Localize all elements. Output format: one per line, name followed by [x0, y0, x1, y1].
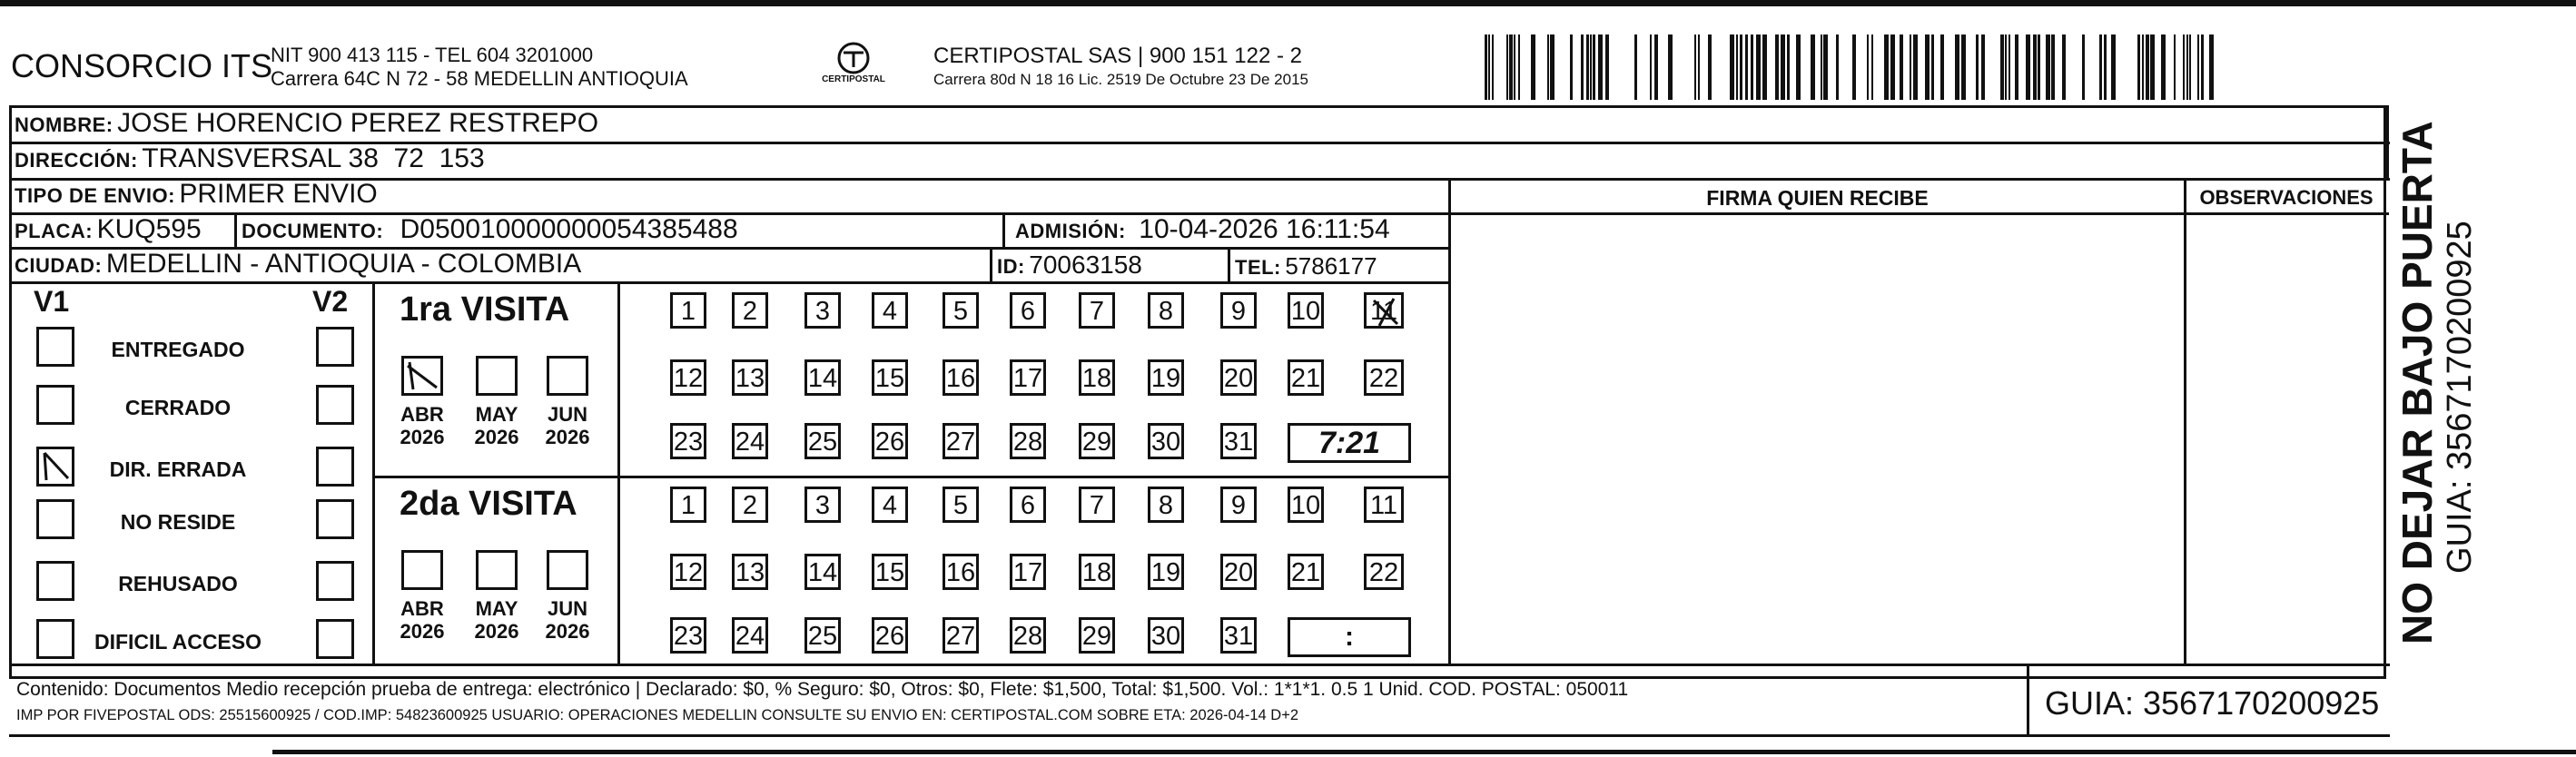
visit-day-box[interactable]: 8	[1148, 487, 1184, 523]
barcode-bar	[1506, 34, 1508, 100]
visit-day-box[interactable]: 26	[872, 423, 908, 459]
visit-day-box[interactable]: 23	[670, 617, 706, 654]
firma-header: FIRMA QUIEN RECIBE	[1706, 186, 1929, 210]
admision-label: ADMISIÓN:	[1015, 220, 1126, 242]
visit-day-box[interactable]: 18	[1079, 554, 1115, 590]
visit-day-box[interactable]: 11	[1364, 487, 1404, 523]
visit-day-box[interactable]: 28	[1010, 617, 1046, 654]
barcode-bar	[1736, 34, 1738, 100]
barcode-bar	[1900, 34, 1903, 100]
month-year: 2026	[400, 620, 445, 644]
visit-day-box[interactable]: 25	[804, 617, 841, 654]
visit-day-box[interactable]: 11	[1364, 292, 1404, 329]
barcode-bar	[1509, 34, 1513, 100]
barcode-bar	[1811, 34, 1815, 100]
status-v1-checkbox[interactable]	[36, 447, 74, 487]
check-mark-icon	[1367, 295, 1403, 329]
vertical-guia: GUIA: 3567170200925	[2441, 221, 2479, 574]
barcode-bar	[2015, 34, 2018, 100]
certipostal-logo-icon	[813, 40, 894, 94]
barcode-bar	[1931, 34, 1934, 100]
visit-day-box[interactable]: 21	[1288, 554, 1324, 590]
barcode-bar	[1590, 34, 1592, 100]
barcode-bar	[1650, 34, 1652, 100]
barcode-bar	[1570, 34, 1573, 100]
certipostal-info-line2: Carrera 80d N 18 16 Lic. 2519 De Octubre 23 De 2015	[933, 71, 1308, 88]
barcode-bar	[1836, 34, 1839, 100]
visit-month-checkbox[interactable]	[476, 550, 518, 590]
v2-header: V2	[312, 285, 349, 318]
barcode-bar	[2082, 34, 2085, 100]
status-v2-checkbox[interactable]	[316, 447, 354, 487]
ciudad-value: MEDELLIN - ANTIOQUIA - COLOMBIA	[105, 249, 582, 279]
visit-day-box[interactable]: 3	[804, 292, 841, 329]
visit-divider	[372, 476, 1448, 478]
certipostal-info-line1: CERTIPOSTAL SAS | 900 151 122 - 2	[933, 44, 1302, 68]
barcode-bar	[1514, 34, 1515, 100]
month-name: MAY	[475, 403, 518, 426]
no-dejar-bajo-puerta: NO DEJAR BAJO PUERTA	[2393, 121, 2441, 644]
month-year: 2026	[545, 426, 590, 449]
status-v2-checkbox[interactable]	[316, 561, 354, 601]
status-label: REHUSADO	[118, 572, 238, 595]
barcode-bar	[1518, 34, 1520, 100]
visit-month-divider	[617, 281, 620, 664]
visit-day-box[interactable]: 16	[943, 359, 979, 396]
barcode-bar	[2189, 34, 2191, 100]
status-label: CERRADO	[124, 396, 232, 419]
barcode-bar	[1884, 34, 1889, 100]
visit-day-box[interactable]: 16	[943, 554, 979, 590]
status-label: ENTREGADO	[111, 338, 245, 361]
barcode-bar	[1485, 34, 1487, 100]
footer-line1: Contenido: Documentos Medio recepción prueba de entrega: electrónico | Declarado: $0, % Seguro: $0, Otros: $0, Flete: $1,500, Total: $1,500. Vol.: 1*1*1. 0.5 1 Unid. COD. POSTAL: 050011	[16, 679, 1629, 700]
barcode-bar	[1867, 34, 1869, 100]
barcode-bar	[1910, 34, 1911, 100]
visit-day-box[interactable]: 26	[872, 617, 908, 654]
barcode-bar	[1581, 34, 1584, 100]
visit-time-field[interactable]: 7:21	[1288, 423, 1411, 463]
visit-day-box[interactable]: 17	[1010, 554, 1046, 590]
status-v1-checkbox[interactable]	[36, 561, 74, 601]
visit-day-box[interactable]: 7	[1079, 487, 1115, 523]
barcode-bar	[1694, 34, 1696, 100]
visit-day-box[interactable]: 8	[1148, 292, 1184, 329]
documento-row	[242, 216, 738, 243]
bottom-border	[272, 750, 2576, 754]
visit-day-box[interactable]: 17	[1010, 359, 1046, 396]
visit-day-box[interactable]: 13	[732, 359, 768, 396]
nombre-value: JOSE HORENCIO PEREZ RESTREPO	[117, 108, 599, 138]
barcode-bar	[1751, 34, 1753, 100]
visit-time-field[interactable]: :	[1288, 617, 1411, 657]
visit-day-box[interactable]: 19	[1148, 554, 1184, 590]
visit-day-box[interactable]: 20	[1220, 359, 1257, 396]
barcode-bar	[2026, 34, 2030, 100]
barcode	[1485, 34, 2211, 100]
visit-day-box[interactable]: 19	[1148, 359, 1184, 396]
month-name: MAY	[475, 597, 518, 620]
month-year: 2026	[400, 426, 445, 449]
visit-day-box[interactable]: 1	[670, 292, 706, 329]
barcode-bar	[2183, 34, 2185, 100]
company-info-line1: NIT 900 413 115 - TEL 604 3201000	[271, 44, 594, 66]
barcode-bar	[2051, 34, 2055, 100]
barcode-bar	[1821, 34, 1822, 100]
company-name: CONSORCIO ITS	[11, 47, 273, 84]
barcode-bar	[2033, 34, 2037, 100]
visit-day-box[interactable]: 24	[732, 617, 768, 654]
barcode-bar	[1756, 34, 1761, 100]
visit-day-box[interactable]: 10	[1288, 487, 1324, 523]
barcode-bar	[1550, 34, 1554, 100]
visit-day-box[interactable]: 4	[872, 487, 908, 523]
barcode-bar	[1913, 34, 1918, 100]
visit-day-box[interactable]: 2	[732, 292, 768, 329]
visit-day-box[interactable]: 21	[1288, 359, 1324, 396]
nombre-label: NOMBRE:	[15, 113, 114, 136]
check-mark-icon	[404, 359, 440, 393]
barcode-bar	[1961, 34, 1966, 100]
barcode-bar	[1852, 34, 1856, 100]
status-v1-checkbox[interactable]	[36, 619, 74, 659]
visit-day-box[interactable]: 22	[1364, 359, 1404, 396]
barcode-bar	[1668, 34, 1673, 100]
visit-month-label	[395, 403, 449, 449]
visit-day-box[interactable]: 27	[943, 617, 979, 654]
barcode-bar	[2104, 34, 2107, 100]
barcode-bar	[1871, 34, 1873, 100]
visit-day-box[interactable]: 13	[732, 554, 768, 590]
visit-day-box[interactable]: 5	[943, 487, 979, 523]
footer-top-line	[9, 664, 2390, 666]
barcode-bar	[1492, 34, 1494, 100]
status-divider	[372, 281, 375, 664]
status-v1-checkbox[interactable]	[36, 327, 74, 367]
placa-divider	[234, 212, 237, 247]
barcode-bar	[2008, 34, 2010, 100]
visit-day-box[interactable]: 24	[732, 423, 768, 459]
barcode-bar	[1586, 34, 1589, 100]
barcode-bar	[2201, 34, 2204, 100]
placa-value: KUQ595	[96, 214, 202, 244]
barcode-bar	[1955, 34, 1959, 100]
barcode-bar	[2038, 34, 2040, 100]
visit-day-box[interactable]: 14	[804, 554, 841, 590]
id-divider	[990, 247, 992, 281]
visit-month-label	[395, 597, 449, 644]
status-v2-checkbox[interactable]	[316, 499, 354, 539]
observaciones-area[interactable]	[2186, 215, 2386, 664]
barcode-bar	[2062, 34, 2066, 100]
barcode-bar	[2005, 34, 2007, 100]
month-name: JUN	[547, 597, 587, 620]
visit-day-box[interactable]: 2	[732, 487, 768, 523]
v1-header: V1	[34, 285, 70, 318]
row-line	[9, 281, 1448, 284]
admision-divider	[1002, 212, 1005, 247]
barcode-bar	[1940, 34, 1944, 100]
tel-value: 5786177	[1285, 252, 1377, 280]
visit-title: 2da VISITA	[400, 485, 577, 523]
top-border	[0, 0, 2576, 6]
status-v2-checkbox[interactable]	[316, 619, 354, 659]
visit-day-box[interactable]: 25	[804, 423, 841, 459]
visit-day-box[interactable]: 28	[1010, 423, 1046, 459]
ciudad-row	[15, 251, 581, 278]
ciudad-label: CIUDAD:	[15, 254, 103, 277]
visit-day-box[interactable]: 9	[1220, 487, 1257, 523]
visit-day-box[interactable]: 6	[1010, 487, 1046, 523]
footer-bottom-line	[9, 734, 2390, 737]
visit-day-box[interactable]: 23	[670, 423, 706, 459]
barcode-bar	[1547, 34, 1549, 100]
barcode-bar	[1488, 34, 1490, 100]
visit-day-box[interactable]: 29	[1079, 423, 1115, 459]
month-name: JUN	[547, 403, 587, 426]
barcode-bar	[1745, 34, 1748, 100]
visit-day-box[interactable]: 30	[1148, 423, 1184, 459]
barcode-bar	[1823, 34, 1828, 100]
id-row	[997, 252, 1142, 278]
status-label: DIFICIL ACCESO	[94, 630, 262, 654]
footer-guia-divider	[2027, 664, 2029, 737]
barcode-bar	[1762, 34, 1767, 100]
firma-area[interactable]	[1451, 215, 2184, 664]
barcode-bar	[2146, 34, 2149, 100]
barcode-bar	[1781, 34, 1785, 100]
observaciones-header: OBSERVACIONES	[2199, 186, 2374, 209]
documento-label: DOCUMENTO:	[242, 220, 384, 242]
visit-day-box[interactable]: 4	[872, 292, 908, 329]
visit-day-box[interactable]: 1	[670, 487, 706, 523]
barcode-bar	[2197, 34, 2199, 100]
tel-row	[1235, 254, 1377, 278]
barcode-bar	[1976, 34, 1979, 100]
visit-day-box[interactable]: 6	[1010, 292, 1046, 329]
visit-month-label	[540, 403, 595, 449]
barcode-bar	[2046, 34, 2050, 100]
barcode-bar	[2186, 34, 2188, 100]
visit-day-box[interactable]: 20	[1220, 554, 1257, 590]
visit-day-box[interactable]: 30	[1148, 617, 1184, 654]
tel-label: TEL:	[1235, 256, 1281, 279]
month-year: 2026	[545, 620, 590, 644]
month-name: ABR	[400, 403, 444, 426]
barcode-bar	[2099, 34, 2102, 100]
tipo-value: PRIMER ENVIO	[179, 179, 378, 209]
check-mark-icon	[39, 449, 72, 484]
documento-value: D050010000000054385488	[400, 214, 738, 244]
admision-value: 10-04-2026 16:11:54	[1139, 214, 1390, 244]
direccion-label: DIRECCIÓN:	[15, 149, 138, 172]
visit-month-checkbox[interactable]	[547, 550, 588, 590]
visit-day-box[interactable]: 10	[1288, 292, 1324, 329]
barcode-bar	[1925, 34, 1930, 100]
barcode-bar	[1981, 34, 1985, 100]
footer-line2: IMP POR FIVEPOSTAL ODS: 25515600925 / COD.IMP: 54823600925 USUARIO: OPERACIONES MEDELLIN CONSULTE SU ENVIO EN: CERTIPOSTAL.COM SOBRE ETA: 2026-04-14 D+2	[16, 707, 1299, 723]
visit-day-box[interactable]: 31	[1220, 423, 1257, 459]
visit-day-box[interactable]: 12	[670, 359, 706, 396]
month-year: 2026	[474, 426, 519, 449]
status-v1-checkbox[interactable]	[36, 499, 74, 539]
barcode-bar	[2142, 34, 2144, 100]
visit-month-label	[540, 597, 595, 644]
tipo-row	[15, 181, 378, 208]
direccion-value: TRANSVERSAL 38 72 153	[142, 143, 485, 173]
footer-guia: GUIA: 3567170200925	[2045, 684, 2380, 722]
barcode-bar	[2111, 34, 2116, 100]
company-info-line2: Carrera 64C N 72 - 58 MEDELLIN ANTIOQUIA	[271, 67, 688, 90]
status-v2-checkbox[interactable]	[316, 327, 354, 367]
barcode-bar	[1698, 34, 1700, 100]
visit-day-box[interactable]: 18	[1079, 359, 1115, 396]
barcode-bar	[1730, 34, 1734, 100]
visit-month-checkbox[interactable]	[401, 550, 443, 590]
status-label: NO RESIDE	[120, 510, 236, 534]
direccion-row	[15, 145, 485, 172]
barcode-bar	[1654, 34, 1658, 100]
barcode-bar	[1598, 34, 1603, 100]
visit-day-box[interactable]: 14	[804, 359, 841, 396]
id-label: ID:	[997, 255, 1025, 278]
barcode-bar	[1531, 34, 1535, 100]
id-value: 70063158	[1029, 251, 1142, 279]
visit-day-box[interactable]: 15	[872, 554, 908, 590]
barcode-bar	[2150, 34, 2155, 100]
barcode-bar	[1796, 34, 1801, 100]
status-v1-checkbox[interactable]	[36, 385, 74, 425]
status-v2-checkbox[interactable]	[316, 385, 354, 425]
visit-month-checkbox[interactable]	[476, 356, 518, 396]
barcode-bar	[2209, 34, 2214, 100]
visit-month-checkbox[interactable]	[547, 356, 588, 396]
visit-day-box[interactable]: 31	[1220, 617, 1257, 654]
barcode-bar	[1634, 34, 1637, 100]
visit-day-box[interactable]: 15	[872, 359, 908, 396]
visit-month-checkbox[interactable]	[401, 356, 443, 396]
placa-row	[15, 216, 202, 243]
visit-month-label	[469, 597, 524, 644]
barcode-bar	[1605, 34, 1609, 100]
certipostal-logo	[813, 40, 894, 94]
admision-row	[1015, 216, 1390, 243]
barcode-bar	[1708, 34, 1712, 100]
nombre-row	[15, 110, 598, 137]
barcode-bar	[1593, 34, 1595, 100]
logo-text: CERTIPOSTAL	[822, 74, 885, 84]
barcode-bar	[2174, 34, 2176, 100]
visit-day-box[interactable]: 12	[670, 554, 706, 590]
barcode-bar	[2137, 34, 2140, 100]
barcode-bar	[2161, 34, 2166, 100]
visit-day-box[interactable]: 22	[1364, 554, 1404, 590]
tipo-label: TIPO DE ENVIO:	[15, 184, 175, 207]
tel-divider	[1228, 247, 1230, 281]
barcode-bar	[1890, 34, 1895, 100]
barcode-bar	[1740, 34, 1742, 100]
visit-day-box[interactable]: 5	[943, 292, 979, 329]
month-name: ABR	[400, 597, 444, 620]
visit-title: 1ra VISITA	[400, 290, 570, 329]
visit-day-box[interactable]: 3	[804, 487, 841, 523]
month-year: 2026	[474, 620, 519, 644]
visit-day-box[interactable]: 27	[943, 423, 979, 459]
status-label: DIR. ERRADA	[109, 457, 247, 481]
placa-label: PLACA:	[15, 220, 94, 242]
visit-day-box[interactable]: 29	[1079, 617, 1115, 654]
barcode-bar	[1787, 34, 1790, 100]
barcode-bar	[1775, 34, 1779, 100]
visit-month-label	[469, 403, 524, 449]
visit-day-box[interactable]: 9	[1220, 292, 1257, 329]
visit-day-box[interactable]: 7	[1079, 292, 1115, 329]
barcode-bar	[2000, 34, 2004, 100]
